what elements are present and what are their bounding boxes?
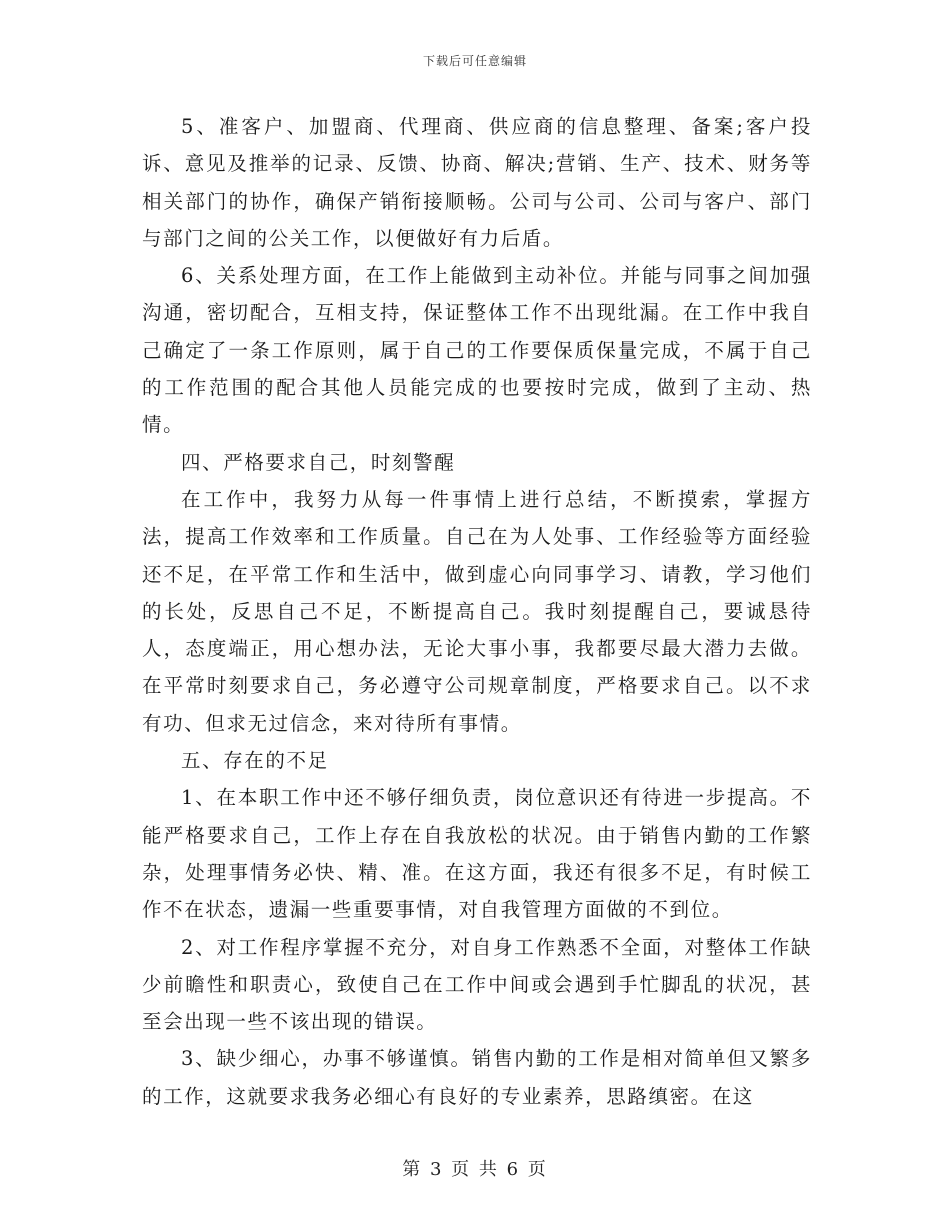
- section-heading-5: 五、存在的不足: [181, 749, 329, 773]
- paragraph-item-6: 6、关系处理方面，在工作上能做到主动补位。并能与同事之间加强沟通，密切配合，互相支持，保证整体工作不出现纰漏。在工作中我自己确定了一条工作原则，属于自己的工作要保质保量完成，不属于自己的工作范围的配合其他人员能完成的也要按时完成，做到了主动、热情。: [142, 264, 812, 437]
- document-body: [142, 108, 812, 1115]
- paragraph-shortcoming-2: 2、对工作程序掌握不充分，对自身工作熟悉不全面，对整体工作缺少前瞻性和职责心，致使自己在工作中间或会遇到手忙脚乱的状况，甚至会出现一些不该出现的错误。: [142, 935, 812, 1034]
- paragraph-section-4: 在工作中，我努力从每一件事情上进行总结，不断摸索，掌握方法，提高工作效率和工作质量。自己在为人处事、工作经验等方面经验还不足，在平常工作和生活中，做到虚心向同事学习、请教，学习他们的长处，反思自己不足，不断提高自己。我时刻提醒自己，要诚恳待人，态度端正，用心想办法，无论大事小事，我都要尽最大潜力去做。在平常时刻要求自己，务必遵守公司规章制度，严格要求自己。以不求有功、但求无过信念，来对待所有事情。: [142, 487, 812, 735]
- page-number: 第 3 页 共 6 页: [402, 1159, 548, 1180]
- section-heading-4: 四、严格要求自己，时刻警醒: [181, 450, 456, 474]
- paragraph-shortcoming-1: 1、在本职工作中还不够仔细负责，岗位意识还有待进一步提高。不能严格要求自己，工作上存在自我放松的状况。由于销售内勤的工作繁杂，处理事情务必快、精、准。在这方面，我还有很多不足，有时候工作不在状态，遗漏一些重要事情，对自我管理方面做的不到位。: [142, 786, 812, 922]
- page-header-note: 下载后可任意编辑: [422, 54, 527, 68]
- paragraph-shortcoming-3: 3、缺少细心，办事不够谨慎。销售内勤的工作是相对简单但又繁多的工作，这就要求我务必细心有良好的专业素养，思路缜密。在这: [142, 1047, 812, 1108]
- paragraph-item-5: 5、准客户、加盟商、代理商、供应商的信息整理、备案;客户投诉、意见及推举的记录、反馈、协商、解决;营销、生产、技术、财务等相关部门的协作，确保产销衔接顺畅。公司与公司、公司与客户、部门与部门之间的公关工作，以便做好有力后盾。: [142, 115, 812, 250]
